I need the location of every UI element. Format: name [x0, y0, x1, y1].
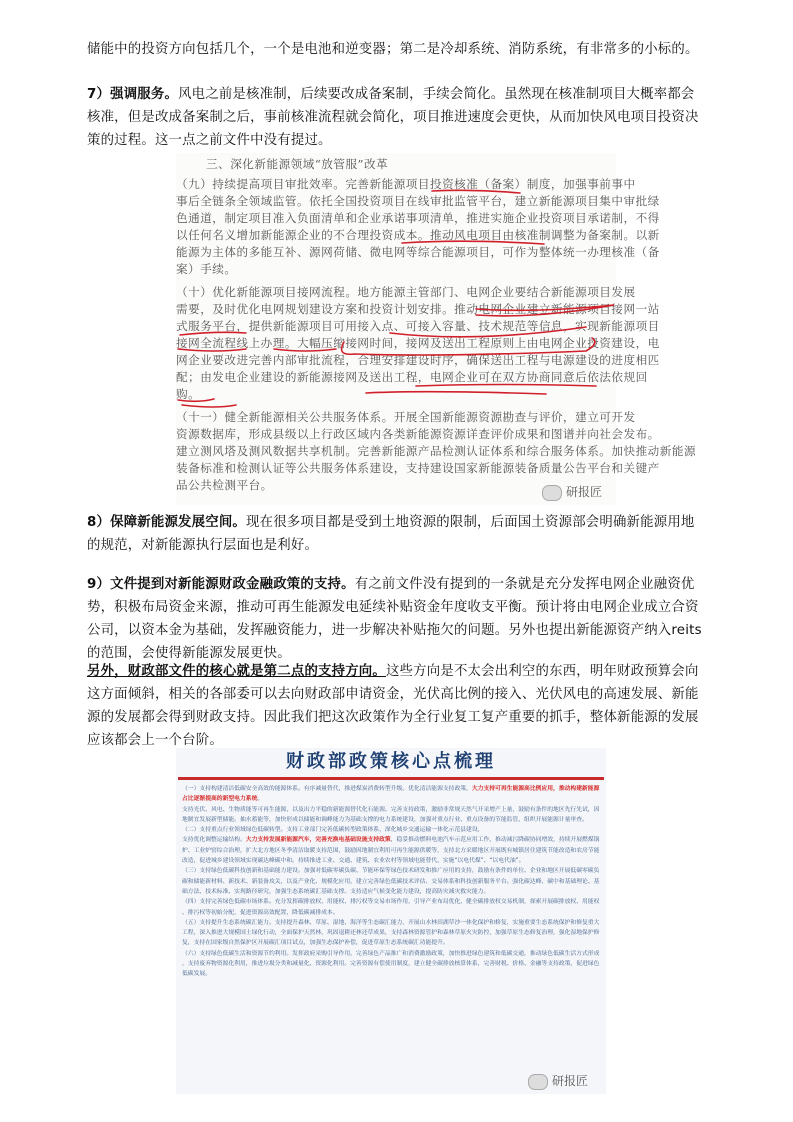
policy-excerpt-image — [176, 153, 697, 505]
paragraph-service-text: 风电之前是核准制，后续要改成备案制，手续会简化。虽然现在核准制项目大概率都会核准，但是改成备案制之后，事前核准流程就会简化，项目推进速度会更快，从而加快风电项目投资决策的过程。这一点之前文件中没有提过。 — [87, 87, 699, 148]
underline-mark — [182, 405, 236, 407]
scan-line: 网企业要改进完善内部审批流程，合理安排建设时序，确保送出工程与电源建设的进度相匹 — [176, 353, 660, 367]
panel-text-line: （三）支持绿色低碳科技创新和基础能力建设。加强对低碳零碳负碳、节能环保等绿色技术研发和推广应用的支持，鼓励有条件的单位、企业和地区开展低碳零碳负 — [182, 868, 600, 875]
panel-divider — [178, 777, 604, 780]
panel-text-line: 支持光伏、风电、生物质能等可再生能源，以及出力平稳的新能源替代化石能源。完善支持政策，激励非常规天然气开采增产上量，鼓励有条件的地区先行先试，因 — [182, 806, 600, 813]
scan-line: （十）优化新能源项目接网流程。地方能源主管部门、电网企业要结合新能源项目发展 — [176, 285, 636, 299]
panel-text-line: 低碳发展。 — [182, 971, 211, 978]
circle-mark — [342, 338, 595, 355]
scan-watermark — [542, 483, 602, 501]
paragraph-core-direction-heading: 另外，财政部文件的核心就是第二点的支持方向。 — [87, 664, 386, 679]
panel-text-line: 地制宜发展新型储能。抽水蓄能等，加快形成以储能和调峰能力为基础支撑的电力系统建设，加强对重点行业、重点设备的节能监管，组织开展能源计量审查。 — [182, 816, 588, 823]
underline-mark — [416, 385, 596, 387]
underline-mark — [390, 327, 586, 337]
underline-mark — [402, 241, 544, 244]
underline-mark — [180, 332, 246, 335]
paragraph-finance — [87, 573, 707, 665]
underline-mark — [432, 190, 520, 193]
panel-text-line: 炉、工业炉窑综合治理，扩大北方地区冬季清洁取暖支持范围，鼓励因地制宜利用可再生能源供暖等，支持北方采暖地区开展既有城镇居住建筑节能改造和农房节能 — [182, 847, 600, 854]
scan-line: 配；由发电企业建设的新能源接网及送出工程，电网企业可在双方协商同意后依法依规回 — [176, 370, 648, 384]
scan-line: 品公共检测平台。 — [176, 478, 273, 492]
wechat-icon — [528, 1074, 548, 1090]
paragraph-storage — [87, 38, 707, 61]
scan-line: 式服务平台，提供新能源项目可用接入点、可接入容量、技术规范等信息，实现新能源项目 — [176, 319, 660, 333]
paragraph-service — [87, 83, 707, 152]
scan-line: 建立测风塔及测风数据共享机制。完善新能源产品检测认证体系和综合服务体系。加快推动新能源 — [176, 444, 697, 458]
panel-text-line: ，支持废弃物资源化利用，推进垃圾分类和减量化、资源化利用。完善资源有偿使用制度，建立健全碳排放核算体系，完善财税、价格、金融等支持政策，促进绿色 — [182, 961, 600, 968]
panel-text-line: （二）支持重点行业领域绿色低碳转型。支持工业部门完善低碳转型政策体系，深化城乡交通运输一体化示范县建设， — [182, 827, 484, 834]
panel-text-line: 、排污权等初始分配，促进资源高效配置，降低碳减排成本。 — [182, 909, 339, 916]
panel-text-line: 占比逐渐提高的新型电力系统。 — [182, 796, 264, 803]
panel-text-line: 础方法、技术标准、实现路径研究，加强生态系统碳汇基础支撑。支持适应气候变化能力建设，提高防灾减灾救灾能力。 — [182, 888, 490, 895]
watermark-text: 研报匠 — [552, 1074, 589, 1088]
underline-mark — [476, 305, 614, 316]
scan-line: 资源数据库，形成县级以上行政区域内各类新能源资源详查评价成果和图谱并向社会发布。 — [176, 427, 660, 441]
paragraph-storage-text: 储能中的投资方向包括几个，一个是电池和逆变器；第二是冷却系统、消防系统，有非常多的小标的。 — [87, 42, 699, 57]
paragraph-land-space — [87, 511, 707, 557]
scan-line: 三、深化新能源领域“放管服”改革 — [206, 157, 389, 171]
underline-mark — [366, 392, 546, 394]
panel-text-line: 碳和储能新材料、新技术、新装备攻关，以及产业化、规模化应用，建立完善绿色低碳技术评估、交易体系和科技创新服务平台。强化碳达峰、碳中和基础理论、基 — [182, 878, 600, 885]
paragraph-land-space-heading: 8）保障新能源发展空间。 — [87, 515, 247, 530]
panel-text-line: 支持优化调整运输结构。大力支持发展新能源汽车，完善充换电基础设施支持政策，稳妥推动燃料电池汽车示范应用工作，推动减污降碳协同增效，持续开展燃煤锅 — [182, 837, 600, 844]
scan-line: 色通道，制定项目准入负面清单和企业承诺事项清单，推进实施企业投资项目承诺制，不得 — [176, 211, 660, 225]
scan-line: 以任何名义增加新能源企业的不合理投资成本。推动风电项目由核准制调整为备案制。以新 — [176, 228, 660, 242]
panel-text-line: （一）支持构建清洁低碳安全高效的能源体系。有序减量替代，推进煤炭消费转型升级。优化清洁能源支持政策，大力支持可再生能源高比例应用，推动构建新能源 — [182, 786, 600, 792]
scan-line: （十一）健全新能源相关公共服务体系。开展全国新能源资源勘查与评价，建立可开发 — [176, 410, 636, 424]
paragraph-core-direction — [87, 660, 707, 752]
panel-text-line: 工程，深入推进大规模国土绿化行动，全面保护天然林，巩固退耕还林还草成果，支持森林资源管护和森林草原火灾防控，加强草原生态修复治理，强化湿地保护修 — [182, 930, 600, 937]
panel-body — [182, 784, 600, 980]
wechat-icon — [542, 485, 562, 501]
panel-watermark — [528, 1072, 588, 1090]
panel-text-line: 复，支持在国家级自然保护区开展碳汇项目试点，加强生态保护补偿，促进草原生态系统碳汇功能提升。 — [182, 940, 449, 947]
panel-text-line: （四）支持完善绿色低碳市场体系。充分发挥碳排放权、用能权、排污权等交易市场作用，引导产业布局优化，健全碳排放权交易机制，探索开展碳排放权、用能权 — [182, 899, 600, 906]
panel-text-line: （六）支持绿色低碳生活和资源节约利用。发挥政府采购引导作用，完善绿色产品推广和消费激励政策，加快推进绿色建筑和低碳交通，推动绿色低碳生活方式形成 — [182, 950, 600, 957]
scan-line: 接网全流程线上办理。大幅压缩接网时间，接网及送出工程原则上由电网企业投资建设，电 — [176, 336, 660, 350]
scan-line: （九）持续提高项目审批效率。完善新能源项目投资核准（备案）制度，加强事前事中 — [176, 177, 636, 191]
panel-title: 财政部政策核心点梳理 — [286, 751, 496, 772]
red-pen-markings — [176, 153, 697, 505]
paragraph-land-space-text: 现在很多项目都是受到土地资源的限制，后面国土资源部会明确新能源用地的规范，对新能源执行层面也是利好。 — [87, 515, 695, 553]
underline-mark — [178, 349, 246, 351]
scan-line: 需要，及时优化电网规划建设方案和投资计划安排。推动电网企业建立新能源项目接网一站 — [176, 302, 660, 316]
panel-text-line: （五）支持提升生态系统碳汇能力。支持提升森林、草原、湿地、海洋等生态碳汇能力，开展山水林田湖草沙一体化保护和修复，实施重要生态系统保护和修复重大 — [182, 919, 600, 926]
scan-line: 装备标准和检测认证等公共服务体系建设，支持建设国家新能源装备质量公告平台和关键产 — [176, 461, 660, 475]
paragraph-finance-heading: 9）文件提到对新能源财政金融政策的支持。 — [87, 577, 355, 592]
scan-line: 能源为主体的多能互补、源网荷储、微电网等综合能源项目，可作为整体统一办理核准（备 — [176, 245, 660, 259]
paragraph-core-direction-text: 这些方向是不太会出利空的东西，明年财政预算会向这方面倾斜，相关的各部委可以去向财政部申请资金，光伏高比例的接入、光伏风电的高速发展、新能源的发展都会得到财政支持。因此我们把这次政策作为全行业复工复产重要的抓手，整体新能源的发展应该都会上一个台阶。 — [87, 664, 699, 748]
paragraph-service-heading: 7）强调服务。 — [87, 87, 179, 102]
panel-text-line: 改造，促进城乡建设领域实现碳达峰碳中和。持续推进工业、交通、建筑、农业农村等领域电能替代，实施“以电代煤”、“以电代油”。 — [182, 858, 525, 865]
paragraph-finance-text: 有之前文件没有提到的一条就是充分发挥电网企业融资优势，积极布局资金来源，推动可再生能源发电延续补贴资金年度收支平衡。预计将由电网企业成立合资公司，以资本金为基础，发挥融资能力，进一步解决补贴拖欠的问题。另外也提出新能源资产纳入reits的范围，会使得新能源发展更快。 — [87, 577, 702, 661]
underline-mark — [274, 349, 336, 351]
finance-policy-image — [176, 748, 606, 1094]
scan-line: 事后全链条全领域监管。依托全国投资项目在线审批监管平台，建立新能源项目集中审批绿 — [176, 194, 660, 208]
watermark-text: 研报匠 — [566, 485, 603, 499]
scan-line: 购。 — [176, 387, 201, 401]
underline-mark — [178, 399, 214, 401]
scan-line: 案）手续。 — [176, 262, 237, 276]
